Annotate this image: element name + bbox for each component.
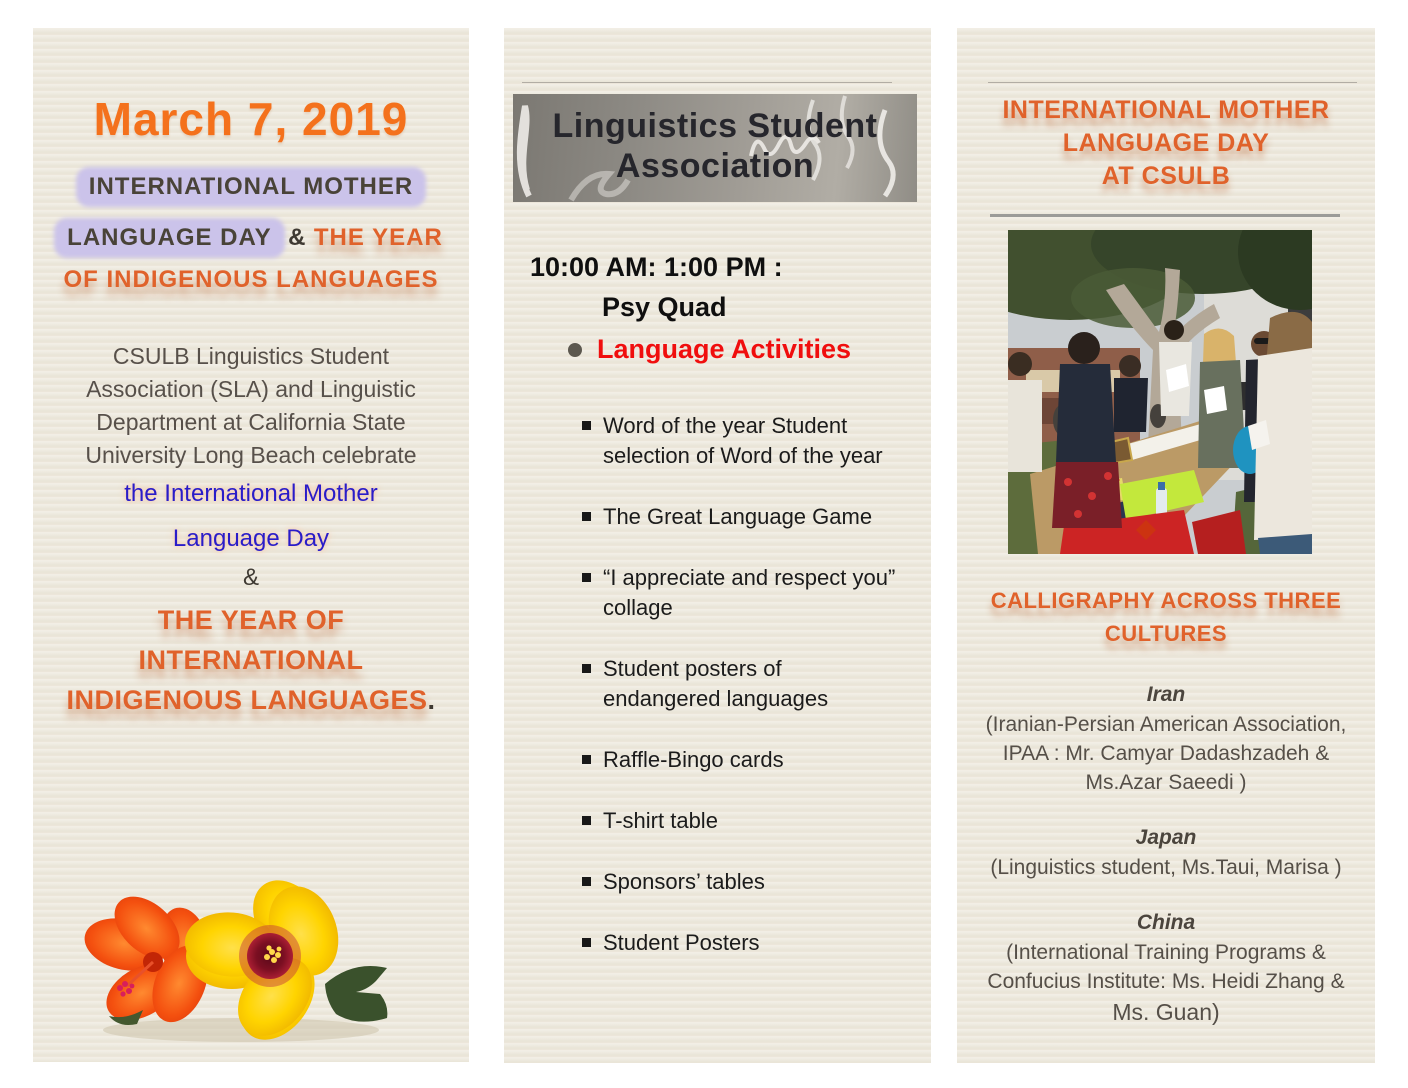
country-name: China — [1136, 911, 1196, 934]
calligraphy-subheading: CALLIGRAPHY ACROSS THREE CULTURES — [990, 588, 1342, 646]
section-iran: Iran (Iranian-Persian American Association, IPAA : Mr. Camyar Dadashzadeh & Ms.Azar Saeedi ) — [957, 683, 1375, 797]
square-bullet-icon — [582, 664, 591, 673]
circle-bullet-icon — [568, 343, 582, 357]
intro-paragraph — [33, 340, 469, 472]
section-japan: Japan (Linguistics student, Ms.Taui, Marisa ) — [957, 826, 1375, 882]
list-item: T-shirt table — [582, 806, 931, 836]
highlighted-text: INTERNATIONAL MOTHER — [81, 172, 421, 202]
square-bullet-icon — [582, 816, 591, 825]
square-bullet-icon — [582, 938, 591, 947]
list-item: The Great Language Game — [582, 502, 931, 532]
blue-line-international-mother: the International Mother — [124, 480, 378, 507]
event-location: Psy Quad — [602, 292, 727, 322]
intro-line: University Long Beach celebrate — [85, 442, 417, 468]
list-item: Raffle-Bingo cards — [582, 745, 931, 775]
list-item: Sponsors’ tables — [582, 867, 931, 897]
section-china: China (International Training Programs & Confucius Institute: Ms. Heidi Zhang & Ms. Guan) — [957, 911, 1375, 1027]
hibiscus-flowers-image — [73, 864, 391, 1046]
intro-line: Association (SLA) and Linguistic — [86, 376, 416, 402]
divider-line-thick — [990, 214, 1340, 217]
activities-heading-row — [568, 334, 931, 365]
orange-heading-text: THE YEAR — [313, 224, 443, 251]
linguistics-student-association-banner-image — [513, 94, 917, 202]
ampersand-text: & — [288, 224, 306, 251]
ampersand-text: & — [242, 564, 259, 591]
square-bullet-icon — [582, 421, 591, 430]
highlighted-text: LANGUAGE DAY — [59, 223, 279, 253]
panel-schedule — [504, 28, 931, 1063]
country-name: Iran — [1146, 683, 1186, 706]
blue-line-language-day: Language Day — [172, 525, 330, 552]
divider-line — [522, 82, 892, 83]
activity-list — [582, 411, 931, 958]
list-item: “I appreciate and respect you” collage — [582, 563, 931, 623]
intro-line: CSULB Linguistics Student — [112, 343, 390, 369]
activities-heading: Language Activities — [597, 334, 852, 364]
list-item: Student Posters — [582, 928, 931, 958]
country-name: Japan — [1135, 826, 1197, 849]
orange-heading-text: OF INDIGENOUS LANGUAGES — [63, 266, 439, 293]
divider-line — [988, 82, 1357, 83]
date-title: March 7, 2019 — [93, 93, 409, 145]
leaf — [325, 966, 387, 1022]
square-bullet-icon — [582, 512, 591, 521]
heading-language-day-the-year — [33, 223, 469, 253]
list-item: Word of the year Student selection of Word of the year — [582, 411, 931, 471]
year-line: INTERNATIONAL — [138, 645, 364, 675]
panel-front-cover — [33, 28, 469, 1062]
year-line: INDIGENOUS LANGUAGES. — [66, 685, 436, 715]
event-photo-image — [1008, 230, 1312, 554]
right-panel-heading: INTERNATIONAL MOTHER LANGUAGE DAY AT CSULB — [1002, 96, 1330, 190]
heading-of-indigenous-languages — [33, 266, 469, 294]
heading-international-mother — [33, 172, 469, 202]
intro-line: Department at California State — [96, 409, 406, 435]
year-of-indigenous-languages-heading — [33, 600, 469, 720]
square-bullet-icon — [582, 573, 591, 582]
period-text: . — [427, 685, 436, 715]
square-bullet-icon — [582, 877, 591, 886]
square-bullet-icon — [582, 755, 591, 764]
banner-title: Linguistics Student Association — [552, 107, 878, 185]
panel-calligraphy — [957, 28, 1375, 1063]
year-line: THE YEAR OF — [157, 605, 345, 635]
event-time: 10:00 AM: 1:00 PM : — [530, 252, 783, 282]
list-item: Student posters of endangered languages — [582, 654, 931, 714]
